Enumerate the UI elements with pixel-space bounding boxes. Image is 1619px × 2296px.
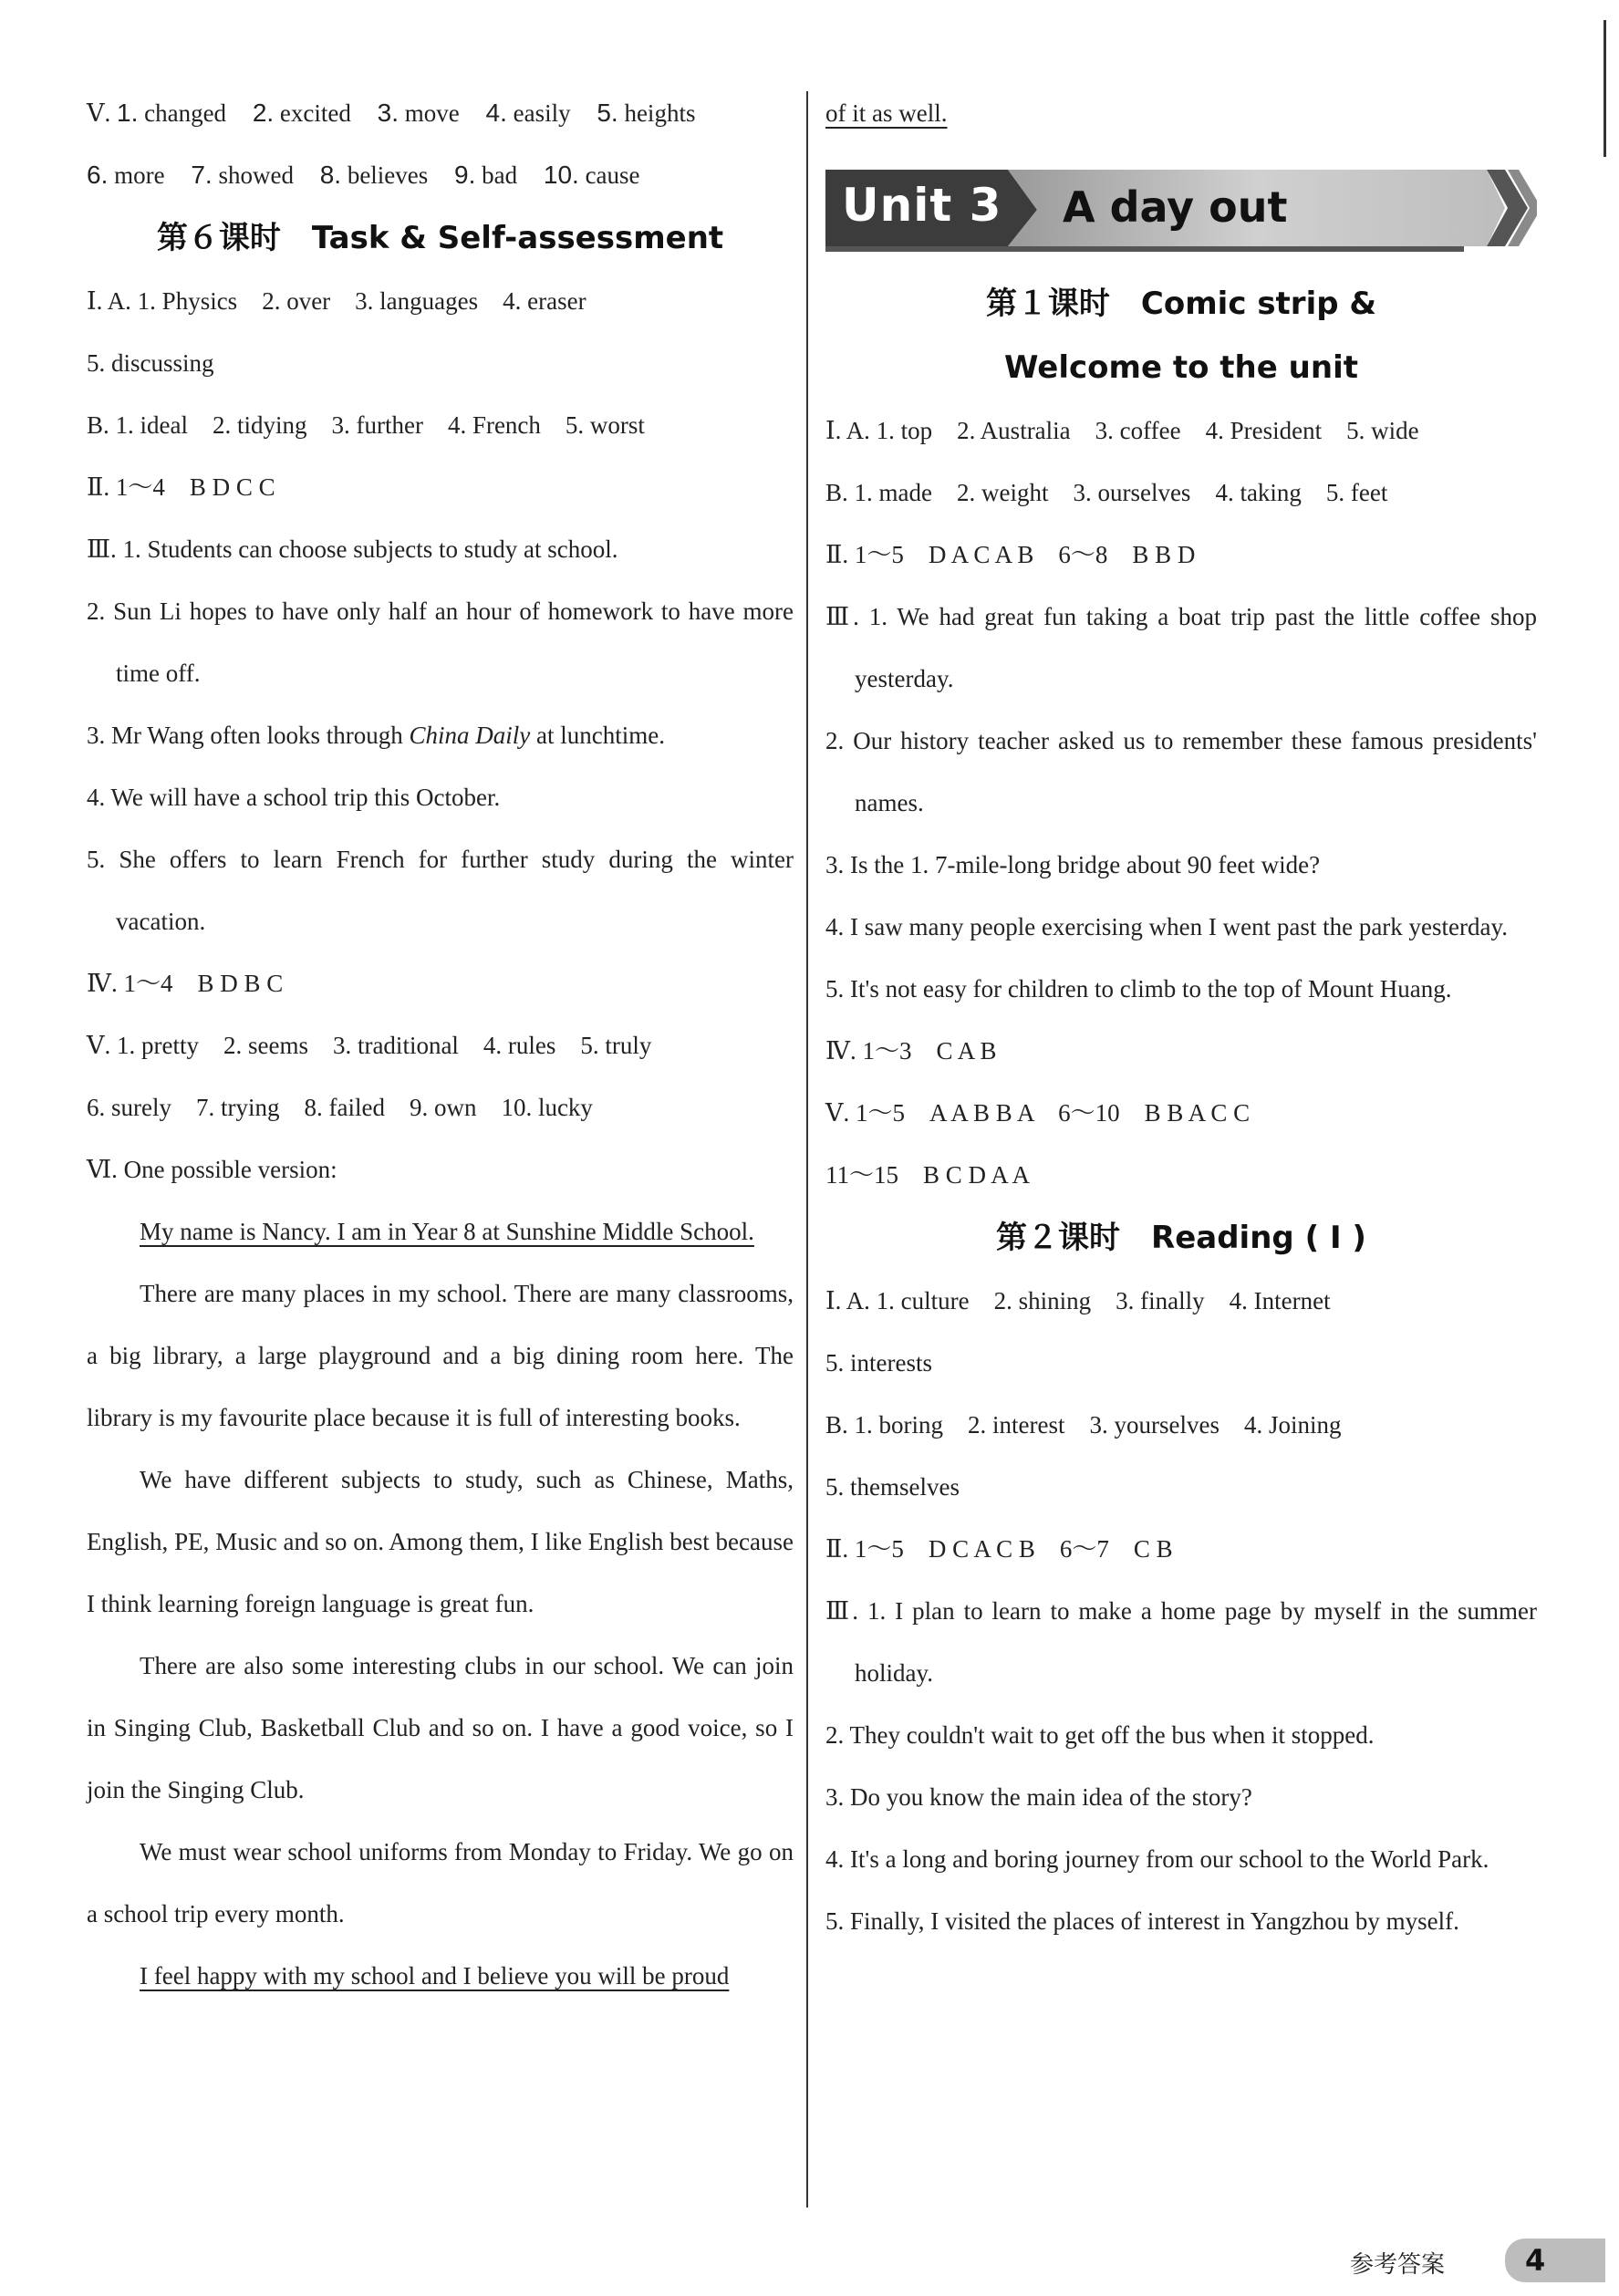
page-number: 4 [1505,2239,1605,2282]
section-v-a: Ⅴ. 1. pretty 2. seems 3. traditional 4. rules 5. truly [87,1032,652,1059]
section-v-b: 6. surely 7. trying 8. failed 9. own 10. lucky [87,1094,593,1121]
left-column [87,82,794,2007]
section-iii-2: 2. Sun Li hopes to have only half an hour of homework to have more time off. [87,597,794,687]
essay-paragraph-6: I feel happy with my school and I believe you will be proud [140,1962,730,1990]
section-iv: Ⅳ. 1～4 B D B C [87,970,284,997]
lesson-6-heading: 第６课时 Task & Self-assessment [156,220,724,256]
lesson-1-heading-line-1: 第１课时 Comic strip & [985,286,1377,322]
section-iii-5: 5. She offers to learn French for further study during the winter vacation. [87,846,794,935]
unit-title: A day out [1063,182,1288,232]
reading-section-iii-1: Ⅲ. 1. I plan to learn to make a home page by myself in the summer holiday. [825,1597,1537,1687]
r-section-v-b: 11～15 B C D A A [825,1161,1031,1189]
answer-row-v-b: 6. more 7. showed 8. believes 9. bad 10. cause [87,161,640,189]
section-iii-1: Ⅲ. 1. Students can choose subjects to study at school. [87,535,618,563]
reading-section-ii: Ⅱ. 1～5 D C A C B 6～7 C B [825,1535,1173,1563]
section-iii-3: 3. Mr Wang often looks through China Daily at lunchtime. [87,722,666,749]
section-iii-4: 4. We will have a school trip this October. [87,784,501,811]
r-section-iii-2: 2. Our history teacher asked us to remember these famous presidents' names. [825,727,1537,816]
page-edge-mark [1603,20,1606,157]
unit-number: Unit 3 [842,179,1002,232]
column-divider [806,91,808,2208]
r-section-iii-3: 3. Is the 1. 7-mile-long bridge about 90 feet wide? [825,851,1321,878]
essay-paragraph-1: My name is Nancy. I am in Year 8 at Sunshine Middle School. [140,1218,754,1245]
reading-section-iii-2: 2. They couldn't wait to get off the bus when it stopped. [825,1721,1375,1749]
reading-section-i-a: Ⅰ. A. 1. culture 2. shining 3. finally 4. Internet [825,1287,1331,1314]
unit-banner [825,162,1537,263]
reading-section-i-b: B. 1. boring 2. interest 3. yourselves 4. Joining [825,1411,1342,1439]
answer-key-label: 参考答案 [1350,2251,1446,2279]
right-column [825,82,1537,1952]
essay-paragraph-4: There are also some interesting clubs in our school. We can join in Singing Club, Basketball Club and so on. I have a good voice, so I join the Singing Club. [87,1652,794,1803]
r-section-v-a: Ⅴ. 1～5 A A B B A 6～10 B B A C C [825,1099,1251,1127]
r-section-i-b: B. 1. made 2. weight 3. ourselves 4. taking 5. feet [825,479,1388,506]
section-i-a-cont: 5. discussing [87,349,214,377]
r-section-iv: Ⅳ. 1～3 C A B [825,1037,997,1065]
reading-section-i-a-cont: 5. interests [825,1349,932,1377]
reading-section-i-b-cont: 5. themselves [825,1473,960,1501]
essay-paragraph-5: We must wear school uniforms from Monday to Friday. We go on a school trip every month. [87,1838,794,1927]
section-ii: Ⅱ. 1～4 B D C C [87,473,275,501]
section-i-b: B. 1. ideal 2. tidying 3. further 4. French 5. worst [87,411,645,439]
essay-paragraph-2: There are many places in my school. There are many classrooms, a big library, a large playground and a big dining room here. The library is my favourite place because it is full of interesting books. [87,1280,794,1431]
reading-section-iii-4: 4. It's a long and boring journey from our school to the World Park. [825,1845,1489,1873]
essay-paragraph-6-end: of it as well. [825,99,948,127]
lesson-1-heading-line-2: Welcome to the unit [1004,349,1358,386]
essay-paragraph-3: We have different subjects to study, such as Chinese, Maths, English, PE, Music and so on. Among them, I like English best because I think learning foreign language is great fun. [87,1466,794,1617]
reading-section-iii-3: 3. Do you know the main idea of the story? [825,1783,1252,1811]
r-section-i-a: Ⅰ. A. 1. top 2. Australia 3. coffee 4. President 5. wide [825,417,1419,444]
r-section-iii-5: 5. It's not easy for children to climb to the top of Mount Huang. [825,975,1452,1003]
answer-row-v-a: Ⅴ. 1. changed 2. excited 3. move 4. easily 5. heights [87,99,696,127]
section-i-a: Ⅰ. A. 1. Physics 2. over 3. languages 4. eraser [87,287,586,315]
lesson-2-heading: 第２课时 Reading ( Ⅰ ) [996,1220,1366,1256]
r-section-iii-4: 4. I saw many people exercising when I went past the park yesterday. [825,913,1508,940]
r-section-iii-1: Ⅲ. 1. We had great fun taking a boat trip past the little coffee shop yesterday. [825,603,1537,692]
section-vi: Ⅵ. One possible version: [87,1156,337,1183]
reading-section-iii-5: 5. Finally, I visited the places of interest in Yangzhou by myself. [825,1907,1459,1935]
page-footer [1350,2235,1605,2290]
r-section-ii: Ⅱ. 1～5 D A C A B 6～8 B B D [825,541,1196,568]
